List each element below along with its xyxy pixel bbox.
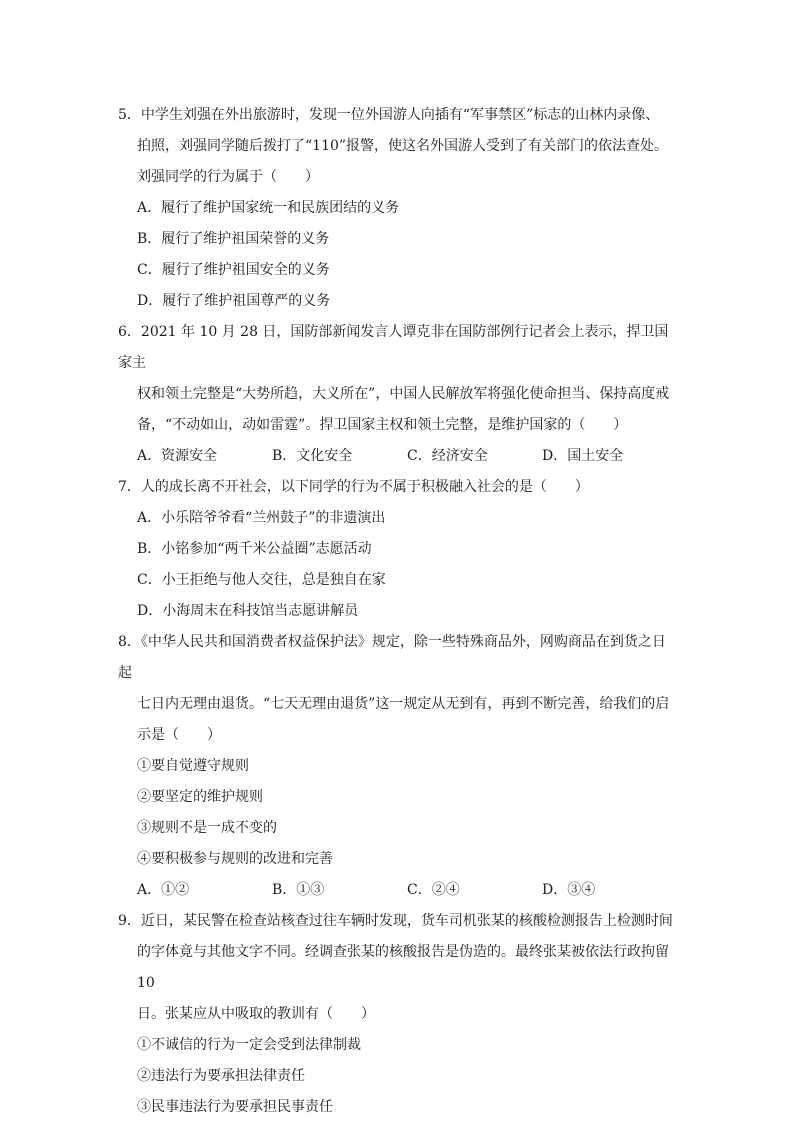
sub-item: ③民事违法行为要承担民事责任 <box>137 1099 333 1115</box>
question-stem-line: 刘强同学的行为属于（ ） <box>137 169 319 185</box>
option-d: D．③④ <box>542 882 596 898</box>
stem-text: 《中华人民共和国消费者权益保护法》规定，除一些特殊商品外，网购商品在到货之日起 <box>118 634 666 681</box>
question-stem-line: 权和领土完整是“大势所趋，大义所在”，中国人民解放军将强化使命担当、保持高度戒 <box>137 386 670 402</box>
question-stem-line <box>118 906 678 937</box>
question-stem-line <box>118 472 678 503</box>
option-d: D．国土安全 <box>542 448 624 464</box>
sub-item: ①要自觉遵守规则 <box>137 758 249 774</box>
question-stem-line: 备，“不动如山，动如雷霆”。捍卫国家主权和领土完整，是维护国家的（ ） <box>137 417 628 433</box>
option-c: C．经济安全 <box>407 448 488 464</box>
question-stem-line <box>118 100 678 131</box>
option-b: B．文化安全 <box>272 448 353 464</box>
question-8 <box>118 627 678 906</box>
stem-text: 中学生刘强在外出旅游时，发现一位外国游人向插有“军事禁区”标志的山林内录像、 <box>140 107 660 123</box>
question-number: 5． <box>118 107 141 123</box>
stem-text: 人的成长离不开社会，以下同学的行为不属于积极融入社会的是（ ） <box>140 479 589 495</box>
sub-item: ②要坚定的维护规则 <box>137 789 263 805</box>
options-row <box>118 441 678 472</box>
sub-item: ②违法行为要承担法律责任 <box>137 1068 305 1084</box>
question-7 <box>118 472 678 627</box>
question-number: 9． <box>118 913 141 929</box>
stem-text: 2021 年 10 月 28 日，国防部新闻发言人谭克非在国防部例行记者会上表示，捍卫国家主 <box>118 324 669 371</box>
question-number: 8． <box>118 634 141 650</box>
question-number: 7． <box>118 479 141 495</box>
question-9 <box>118 906 678 1123</box>
question-stem-line: 七日内无理由退货。“七天无理由退货”这一规定从无到有，再到不断完善，给我们的启 <box>137 696 670 712</box>
stem-text: 近日，某民警在检查站核查过往车辆时发现，货车司机张某的核酸检测报告上检测时间 <box>140 913 673 929</box>
option-b: B．小铭参加“两千米公益圈”志愿活动 <box>137 541 372 557</box>
option-c: C．小王拒绝与他人交往，总是独自在家 <box>137 572 386 588</box>
option-c: C．②④ <box>407 882 460 898</box>
question-stem-line: 的字体竟与其他文字不同。经调查张某的核酸报告是伪造的。最终张某被依法行政拘留 10 <box>137 944 669 991</box>
option-b: B．①③ <box>272 882 325 898</box>
sub-item: ①不诚信的行为一定会受到法律制裁 <box>137 1037 361 1053</box>
question-number: 6． <box>118 324 141 340</box>
option-a: A．小乐陪爷爷看“兰州鼓子”的非遗演出 <box>137 510 386 526</box>
question-stem-line: 拍照，刘强同学随后拨打了“110”报警，使这名外国游人受到了有关部门的依法查处。 <box>137 138 669 154</box>
question-list <box>118 100 678 1123</box>
question-stem-line <box>118 627 678 689</box>
option-b: B．履行了维护祖国荣誉的义务 <box>137 231 330 247</box>
question-stem-line: 示是（ ） <box>137 727 221 743</box>
question-6 <box>118 317 678 472</box>
sub-item: ④要积极参与规则的改进和完善 <box>137 851 333 867</box>
question-stem-line: 日。张某应从中吸取的教训有（ ） <box>137 1006 375 1022</box>
question-5 <box>118 100 678 317</box>
option-d: D．履行了维护祖国尊严的义务 <box>137 293 331 309</box>
option-d: D．小海周末在科技馆当志愿讲解员 <box>137 603 359 619</box>
option-a: A．①② <box>137 882 190 898</box>
option-c: C．履行了维护祖国安全的义务 <box>137 262 330 278</box>
question-stem-line <box>118 317 678 379</box>
options-row <box>118 875 678 906</box>
option-a: A．履行了维护国家统一和民族团结的义务 <box>137 200 400 216</box>
sub-item: ③规则不是一成不变的 <box>137 820 277 836</box>
option-a: A．资源安全 <box>137 448 218 464</box>
